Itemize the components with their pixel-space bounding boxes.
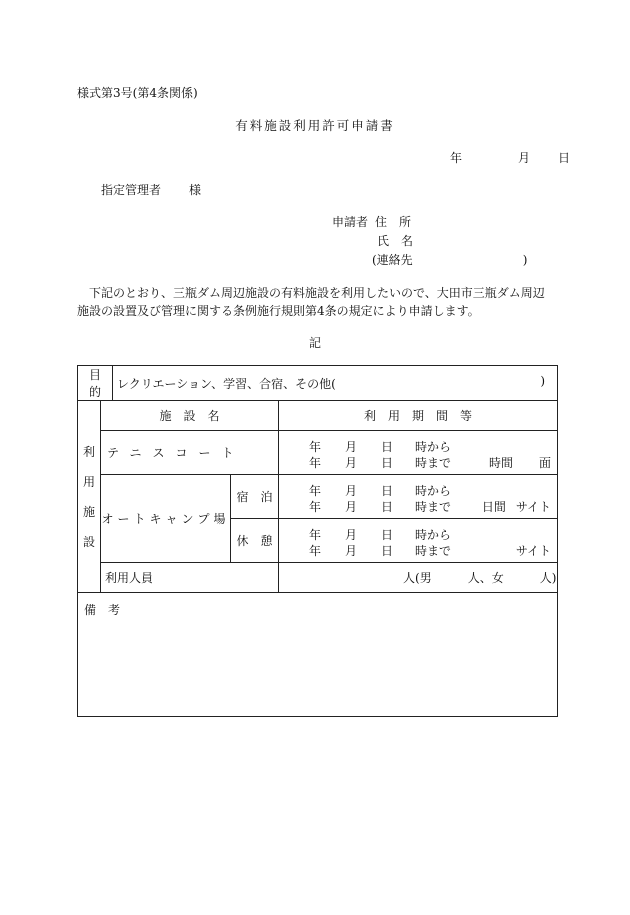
- addressee-honorific: 様: [189, 183, 202, 197]
- applicant-contact-label: (連絡先: [372, 253, 413, 267]
- body-text: 下記のとおり、三瓶ダム周辺施設の有料施設を利用したいので、大田市三瓶ダム周辺施設の設置及び管理に関する条例施行規則第4条の規定により申請します。: [77, 286, 545, 318]
- tennis-from: 年 月 日 時から: [309, 440, 452, 454]
- camp-stay-from: 年 月 日 時から: [309, 484, 452, 498]
- ki-heading: 記: [308, 336, 321, 350]
- users-label: 利用人員: [101, 563, 279, 593]
- tennis-suffix: 時間 面: [489, 456, 552, 470]
- users-cell: [279, 563, 558, 593]
- camp-stay-suffix: 日間 サイト: [481, 500, 552, 514]
- users-female-unit: 人): [539, 571, 557, 585]
- period-header: 利 用 期 間 等: [279, 401, 558, 431]
- purpose-close: ): [540, 374, 546, 388]
- applicant-name-label: 氏 名: [377, 234, 414, 248]
- camp-stay-label: 宿 泊: [231, 475, 279, 519]
- tennis-period: [279, 431, 558, 475]
- applicant-block: [332, 215, 527, 272]
- purpose-label: 目 的: [78, 366, 113, 401]
- camp-rest-label: 休 憩: [231, 519, 279, 563]
- form-number: 様式第3号(第4条関係): [77, 86, 198, 100]
- purpose-cell: [113, 366, 558, 401]
- date-year: 年: [450, 151, 463, 165]
- camp-rest-to: 年 月 日 時まで: [309, 544, 452, 558]
- applicant-contact-close: ): [522, 253, 528, 267]
- page-title: 有料施設利用許可申請書: [235, 118, 395, 133]
- date-month: 月: [518, 151, 531, 165]
- applicant-label: 申請者: [332, 215, 369, 229]
- addressee: [101, 183, 201, 197]
- usage-label-char-2: 用: [82, 474, 95, 489]
- usage-label-char-4: 設: [82, 534, 95, 549]
- tennis-name: テニスコート: [101, 431, 279, 475]
- camp-rest-from: 年 月 日 時から: [309, 528, 452, 542]
- applicant-address-label: 住 所: [375, 215, 412, 229]
- facility-header: 施 設 名: [101, 401, 279, 431]
- usage-facility-label: [78, 401, 101, 593]
- camp-stay-to: 年 月 日 時まで: [309, 500, 452, 514]
- date-line: [450, 151, 570, 165]
- camp-rest-suffix: サイト: [515, 544, 552, 558]
- application-form-table: [77, 365, 558, 717]
- camp-name: オートキャンプ場: [101, 475, 231, 563]
- tennis-to: 年 月 日 時まで: [309, 456, 452, 470]
- users-total-unit: 人(男: [403, 571, 432, 585]
- usage-label-char-3: 施: [82, 504, 95, 519]
- camp-rest-period: [279, 519, 558, 563]
- usage-label-char-1: 利: [82, 444, 95, 459]
- addressee-name: 指定管理者: [101, 183, 162, 197]
- remarks-label: 備 考: [84, 603, 121, 617]
- camp-stay-period: [279, 475, 558, 519]
- remarks-cell: [78, 593, 558, 717]
- purpose-text: レクリエーション、学習、合宿、その他(: [117, 376, 336, 391]
- date-day: 日: [558, 151, 571, 165]
- users-male-unit: 人、女: [467, 571, 504, 585]
